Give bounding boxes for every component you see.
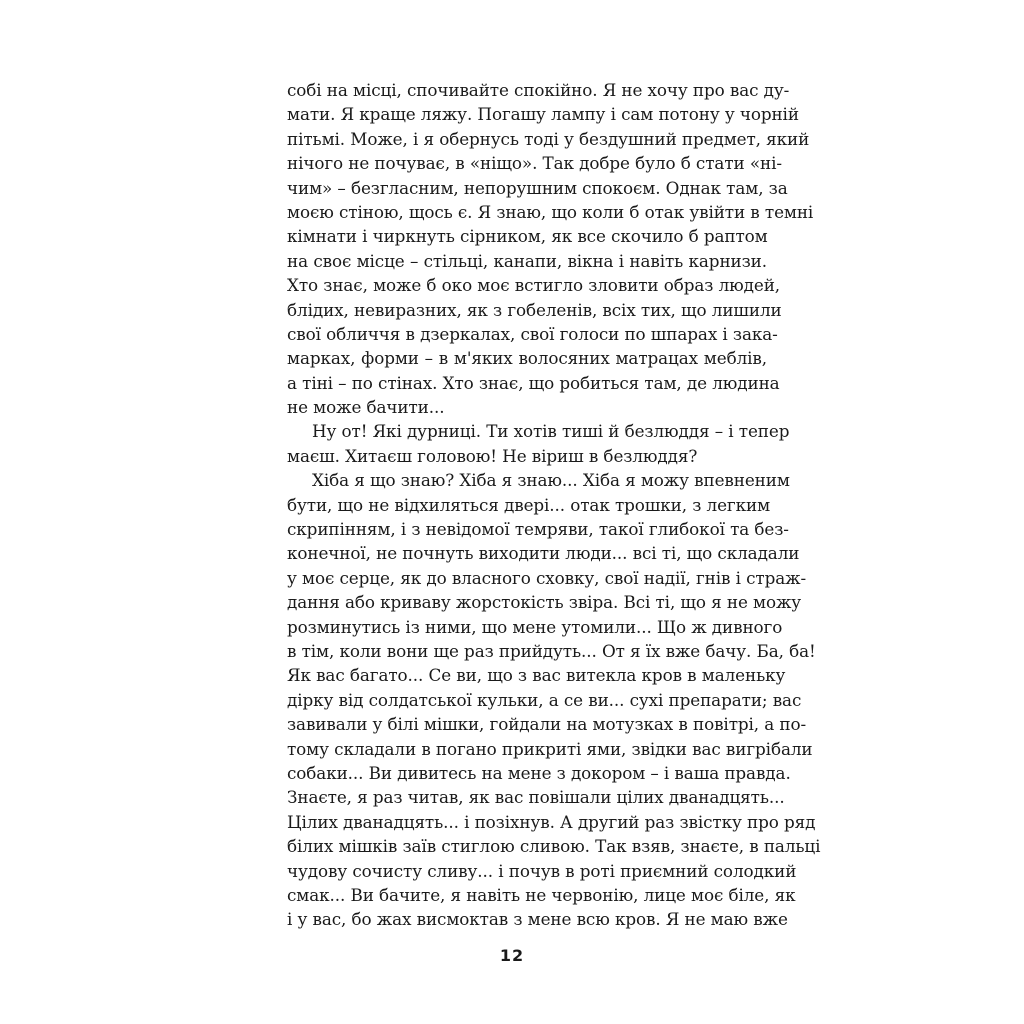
text-line: тому складали в погано прикриті ями, звідки вас вигрібали <box>287 738 813 759</box>
text-line: розминутись із ними, що мене утомили... Що ж дивного <box>287 616 783 637</box>
text-line: чудову сочисту сливу... і почув в роті приємний солодкий <box>287 860 797 881</box>
text-line: Хто знає, може б око моє встигло зловити образ людей, <box>287 275 781 296</box>
text-line: мати. Я краще ляжу. Погашу лампу і сам потону у чорній <box>287 104 799 125</box>
text-line: пітьмі. Може, і я обернусь тоді у бездушний предмет, який <box>287 128 810 149</box>
text-line: не може бачити... <box>287 397 445 418</box>
body-text <box>287 78 821 932</box>
text-line: завивали у білі мішки, гойдали на мотузках в повітрі, а по- <box>287 714 807 735</box>
text-line: білих мішків заїв стиглою сливою. Так взяв, знаєте, в пальці <box>287 836 821 857</box>
page-number: 12 <box>499 946 525 965</box>
text-line: конечної, не почнуть виходити люди... всі ті, що складали <box>287 543 800 564</box>
text-line: свої обличчя в дзеркалах, свої голоси по шпарах і зака- <box>287 323 778 344</box>
text-line: чим» – безгласним, непорушним спокоєм. Однак там, за <box>287 177 788 198</box>
text-line: собаки... Ви дивитесь на мене з докором – і ваша правда. <box>287 762 791 783</box>
text-line: нічого не почуває, в «ніщо». Так добре було б стати «ні- <box>287 153 782 174</box>
text-line: марках, форми – в м'яких волосяних матрацах меблів, <box>287 348 767 369</box>
text-line: скрипінням, і з невідомої темряви, такої глибокої та без- <box>287 519 789 540</box>
text-line: моєю стіною, щось є. Я знаю, що коли б отак увійти в темні <box>287 201 814 222</box>
text-line: Цілих дванадцять... і позіхнув. А другий раз звістку про ряд <box>287 811 816 832</box>
text-line: блідих, невиразних, як з гобеленів, всіх тих, що лишили <box>287 299 782 320</box>
text-line: а тіні – по стінах. Хто знає, що робиться там, де людина <box>287 372 780 393</box>
text-line: в тім, коли вони ще раз прийдуть... От я їх вже бачу. Ба, ба! <box>287 640 816 661</box>
text-line: собі на місці, спочивайте спокійно. Я не хочу про вас ду- <box>287 80 790 100</box>
text-line: Хіба я що знаю? Хіба я знаю... Хіба я можу впевненим <box>312 470 790 491</box>
text-line: смак... Ви бачите, я навіть не червонію, лице моє біле, як <box>287 884 796 905</box>
text-line: дірку від солдатської кульки, а се ви... сухі препарати; вас <box>287 689 802 710</box>
text-line: Знаєте, я раз читав, як вас повішали цілих дванадцять... <box>287 787 785 808</box>
text-line: і у вас, бо жах висмоктав з мене всю кров. Я не маю вже <box>287 909 788 930</box>
text-line: Як вас багато... Се ви, що з вас витекла кров в маленьку <box>287 665 786 686</box>
text-line: кімнати і чиркнуть сірником, як все скочило б раптом <box>287 226 768 247</box>
text-line: маєш. Хитаєш головою! Не віриш в безлюддя? <box>287 445 698 466</box>
text-line: у моє серце, як до власного сховку, свої надії, гнів і страж- <box>287 567 807 588</box>
text-line: бути, що не відхиляться двері... отак трошки, з легким <box>287 494 771 515</box>
text-line: дання або криваву жорстокість звіра. Всі ті, що я не можу <box>287 592 802 613</box>
text-line: Ну от! Які дурниці. Ти хотів тиші й безлюддя – і тепер <box>312 421 790 442</box>
text-line: на своє місце – стільці, канапи, вікна і навіть карнизи. <box>287 250 767 271</box>
